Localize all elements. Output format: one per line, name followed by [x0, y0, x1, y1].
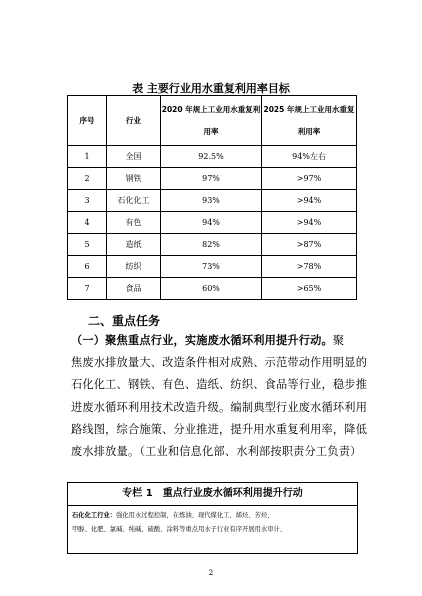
cell-2020: 93% [161, 190, 262, 212]
feature-box-text: 强化用水过程控制，在炼油、现代煤化工、烯烃、芳烃、 [116, 512, 274, 519]
paragraph-line: 路线图，综合施策、分业推进，提升用水重复利用率，降低 [71, 422, 368, 436]
header-no: 序号 [68, 96, 107, 146]
cell-industry: 纺织 [107, 256, 161, 278]
cell-no: 4 [68, 212, 107, 234]
feature-box-body [68, 506, 357, 537]
table-row [68, 146, 357, 168]
cell-industry: 钢铁 [107, 168, 161, 190]
water-reuse-target-table [67, 95, 357, 300]
cell-no: 7 [68, 278, 107, 300]
cell-no: 5 [68, 234, 107, 256]
cell-2025: 94%左右 [262, 146, 357, 168]
paragraph-line: 进废水循环利用技术改造升级。编制典型行业废水循环利用 [71, 400, 368, 414]
paragraph-line: 焦废水排放量大、改造条件相对成熟、示范带动作用明显的 [71, 356, 368, 370]
table-row [68, 278, 357, 300]
table-caption: 表 主要行业用水重复利用率目标 [132, 82, 290, 95]
cell-no: 6 [68, 256, 107, 278]
cell-no: 2 [68, 168, 107, 190]
feature-box [67, 482, 358, 554]
paragraph-line: 聚 [332, 334, 345, 347]
feature-box-tag: 石化化工行业： [72, 512, 117, 519]
cell-no: 3 [68, 190, 107, 212]
table-row [68, 168, 357, 190]
cell-2020: 73% [161, 256, 262, 278]
cell-industry: 有色 [107, 212, 161, 234]
cell-2020: 60% [161, 278, 262, 300]
table-header-row [68, 96, 357, 146]
section-heading: 二、重点任务 [88, 314, 161, 328]
task-paragraph [71, 330, 368, 463]
cell-industry: 石化化工 [107, 190, 161, 212]
cell-industry: 食品 [107, 278, 161, 300]
cell-industry: 全国 [107, 146, 161, 168]
table-row [68, 256, 357, 278]
header-2020: 2020 年规上工业用水重复利用率 [161, 96, 262, 146]
table-row [68, 190, 357, 212]
header-2025: 2025 年规上工业用水重复利用率 [262, 96, 357, 146]
feature-box-label: 专栏 1 [122, 488, 153, 499]
cell-2025: >97% [262, 168, 357, 190]
feature-box-title [68, 483, 357, 506]
cell-2025: >94% [262, 190, 357, 212]
paragraph-line: 石化化工、钢铁、有色、造纸、纺织、食品等行业，稳步推 [71, 378, 368, 392]
cell-2020: 94% [161, 212, 262, 234]
table-row [68, 234, 357, 256]
cell-2025: >78% [262, 256, 357, 278]
cell-2020: 92.5% [161, 146, 262, 168]
table-row [68, 212, 357, 234]
feature-box-heading: 重点行业废水循环利用提升行动 [162, 488, 303, 499]
paragraph-lead: （一）聚焦重点行业，实施废水循环利用提升行动。 [71, 334, 333, 347]
page-number: 2 [208, 569, 214, 577]
cell-2020: 82% [161, 234, 262, 256]
feature-box-text: 甲醇、化肥、氯碱、纯碱、硫酸、涂料等重点用水子行业有序开展用水审计、 [72, 526, 287, 533]
cell-2025: >87% [262, 234, 357, 256]
cell-2025: >94% [262, 212, 357, 234]
cell-industry: 造纸 [107, 234, 161, 256]
cell-2020: 97% [161, 168, 262, 190]
cell-2025: >65% [262, 278, 357, 300]
paragraph-line: 废水排放量。（工业和信息化部、水利部按职责分工负责） [71, 445, 362, 459]
cell-no: 1 [68, 146, 107, 168]
header-industry: 行业 [107, 96, 161, 146]
